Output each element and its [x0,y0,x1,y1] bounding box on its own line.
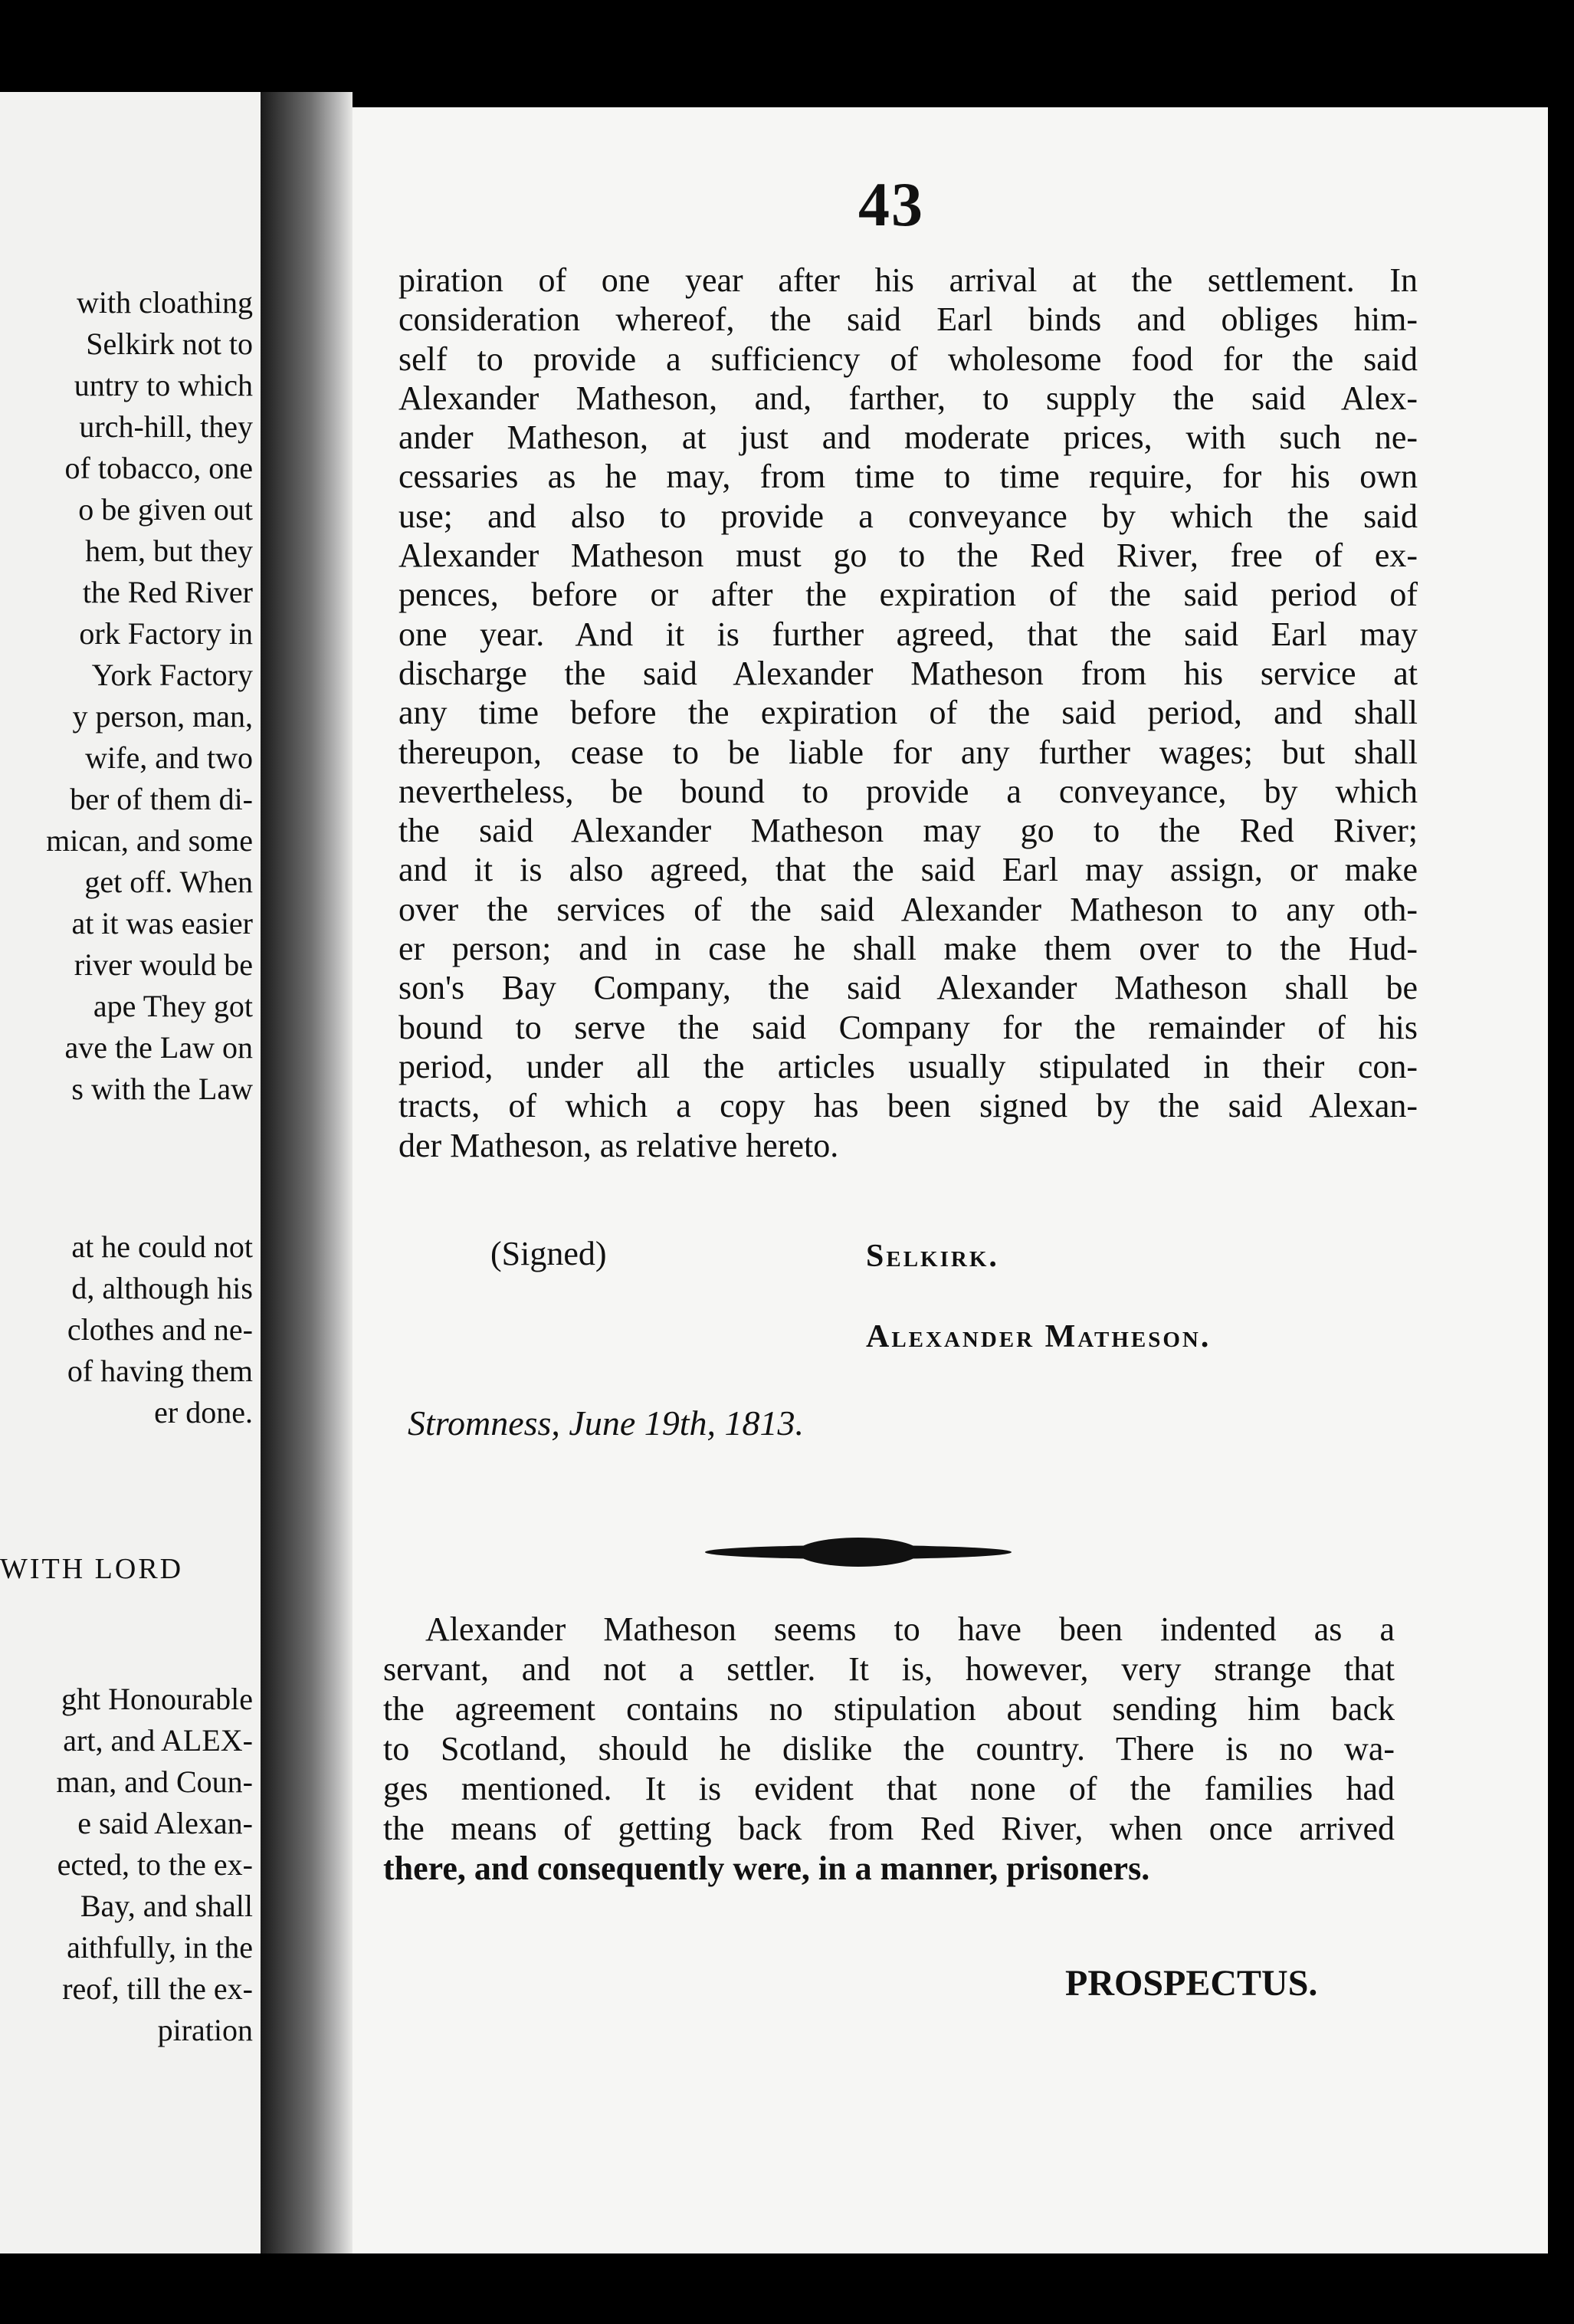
text-line: over the services of the said Alexander Matheson to any oth- [398,890,1418,928]
section-divider-ornament [705,1545,1012,1559]
text-line: and it is also agreed, that the said Earl may assign, or make [398,851,1418,889]
text-line: Bay, and shall [80,1889,253,1923]
text-line: with cloathing [77,285,253,320]
text-line: Alexander Matheson must go to the Red River, free of ex- [398,537,1418,575]
text-line: use; and also to provide a conveyance by which the said [398,497,1418,535]
page-43 [353,107,1548,2253]
text-line: cessaries as he may, from time to time require, for his own [398,458,1418,496]
previous-page-text-middle [0,1226,253,1433]
text-line: clothes and ne- [67,1312,253,1347]
text-line: of having them [67,1354,253,1388]
text-line: pences, before or after the expiration of the said period of [398,576,1418,614]
signatory-selkirk: Selkirk. [866,1239,999,1274]
text-line: hem, but they [85,533,253,568]
text-line: any time before the expiration of the said period, and shall [398,694,1418,732]
text-line: the said Alexander Matheson may go to the Red River; [398,812,1418,850]
text-line: y person, man, [72,699,253,734]
text-line: thereupon, cease to be liable for any further wages; but shall [398,733,1418,771]
text-line: s with the Law [71,1072,253,1106]
previous-page-text-top [0,282,253,1110]
text-line: Selkirk not to [86,327,253,361]
text-line: to Scotland, should he dislike the country. There is no wa- [383,1730,1395,1768]
text-line: period, under all the articles usually stipulated in their con- [398,1047,1418,1085]
text-line: mican, and some [46,823,253,858]
dateline: Stromness, June 19th, 1813. [408,1403,805,1443]
text-line: Alexander Matheson seems to have been indented as a [425,1610,1395,1648]
text-line: of tobacco, one [64,451,253,485]
text-line: ork Factory in [79,616,253,651]
text-line: art, and ALEX- [63,1723,253,1758]
previous-page-fragment [0,92,261,2253]
text-line: untry to which [74,368,253,402]
catchword: PROSPECTUS. [1065,1963,1318,2004]
text-line: ber of them di- [70,782,253,816]
text-line: at it was easier [71,906,253,940]
text-line: river would be [74,947,253,982]
signed-label: (Signed) [490,1235,607,1272]
commentary-paragraph [383,1610,1395,1889]
text-line: bound to serve the said Company for the remainder of his [398,1008,1418,1046]
text-line: urch-hill, they [79,409,253,444]
text-line: get off. When [84,865,253,899]
page-number: 43 [858,169,924,239]
text-line: der Matheson, as relative hereto. [398,1126,839,1164]
text-line: ave the Law on [64,1030,253,1065]
text-line: nevertheless, be bound to provide a conveyance, by which [398,772,1418,810]
text-line: piration of one year after his arrival at the settlement. In [398,261,1418,299]
text-line: the Red River [82,575,253,609]
text-line: e said Alexan- [77,1806,253,1840]
text-line: one year. And it is further agreed, that the said Earl may [398,615,1418,653]
text-line: o be given out [78,492,253,527]
text-line: er done. [154,1395,253,1430]
text-line: consideration whereof, the said Earl binds and obliges him- [398,300,1418,339]
text-line: aithfully, in the [67,1930,253,1965]
text-line: York Factory [91,658,253,692]
signatory-matheson: Alexander Matheson. [866,1319,1212,1354]
text-line: wife, and two [85,740,253,775]
text-line: Alexander Matheson, and, farther, to supply the said Alex- [398,379,1418,417]
agreement-text [398,261,1418,1165]
text-line: the means of getting back from Red River, when once arrived [383,1810,1395,1847]
text-line: er person; and in case he shall make them over to the Hud- [398,930,1418,968]
book-gutter-shadow [261,92,353,2253]
text-line: discharge the said Alexander Matheson from his service at [398,654,1418,692]
text-line: ape They got [93,989,253,1023]
text-line: piration [157,2013,253,2047]
text-line: d, although his [71,1271,253,1305]
text-line: at he could not [71,1229,253,1264]
previous-page-text-bottom [0,1679,253,2051]
text-line: reof, till the ex- [62,1971,253,2006]
text-line: ected, to the ex- [57,1847,253,1882]
text-line: ges mentioned. It is evident that none of the families had [383,1770,1395,1807]
text-line: servant, and not a settler. It is, however, very strange that [383,1650,1395,1688]
text-line: ght Honourable [61,1682,253,1716]
text-line: self to provide a sufficiency of wholesome food for the said [398,340,1418,378]
text-line: the agreement contains no stipulation about sending him back [383,1690,1395,1728]
text-line: ander Matheson, at just and moderate prices, with such ne- [398,419,1418,457]
text-line: son's Bay Company, the said Alexander Matheson shall be [398,969,1418,1007]
text-line: tracts, of which a copy has been signed by the said Alexan- [398,1087,1418,1125]
previous-page-heading: WITH LORD [0,1553,184,1585]
text-line: there, and consequently were, in a manner, prisoners. [383,1850,1150,1887]
text-line: man, and Coun- [56,1764,253,1799]
